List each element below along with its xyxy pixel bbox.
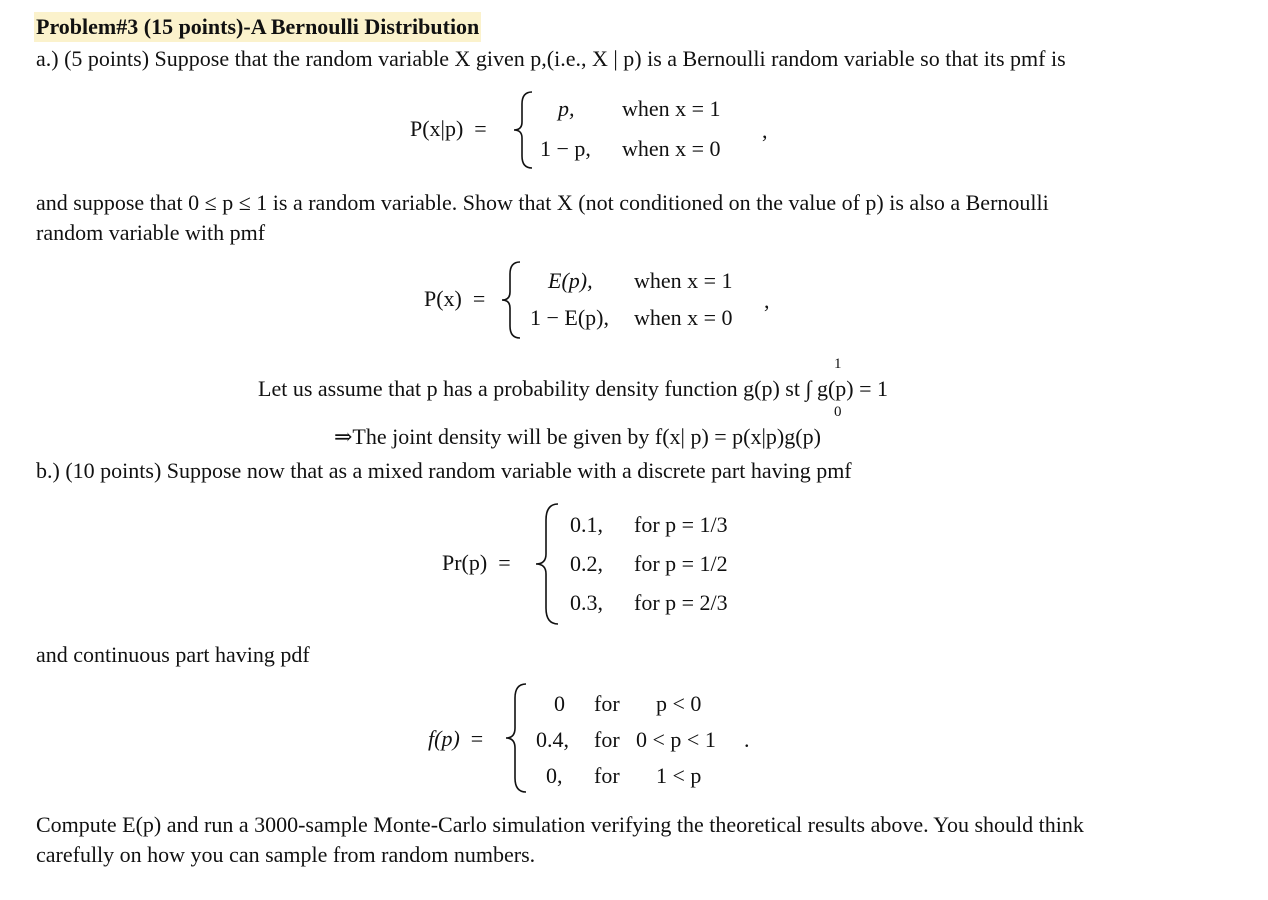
pdf-row-3-word: for xyxy=(594,763,620,788)
integral-upper-limit: 1 xyxy=(834,356,842,372)
assume-line: Let us assume that p has a probability density function g(p) st ∫ g(p) = 1 xyxy=(258,376,889,401)
discrete-row-3-value: 0.3, xyxy=(570,590,603,615)
closing-line2: carefully on how you can sample from random numbers. xyxy=(36,842,536,867)
part-a-intro: a.) (5 points) Suppose that the random variable X given p,(i.e., X | p) is a Bernoulli random variable so that its pmf is xyxy=(36,46,1066,71)
discrete-row-1-cond: for p = 1/3 xyxy=(634,512,728,537)
pdf-period: . xyxy=(744,727,750,752)
pdf-row-1-cond: p < 0 xyxy=(656,691,702,716)
pmf1-case2-value: 1 − p, xyxy=(540,136,591,161)
pdf-lhs: f(p) = xyxy=(428,726,484,751)
pdf-brace xyxy=(504,682,530,794)
pmf2-lhs: P(x) = xyxy=(424,286,486,311)
pdf-row-2-value: 0.4, xyxy=(536,727,569,752)
pdf-row-2-cond: 0 < p < 1 xyxy=(636,727,716,752)
pdf-row-1-word: for xyxy=(594,691,620,716)
pmf2-case1-cond: when x = 1 xyxy=(634,268,733,293)
discrete-row-2-value: 0.2, xyxy=(570,551,603,576)
discrete-pmf-lhs: Pr(p) = xyxy=(442,550,511,575)
pmf2-case2-value: 1 − E(p), xyxy=(530,305,609,330)
discrete-row-2-cond: for p = 1/2 xyxy=(634,551,728,576)
discrete-row-3-cond: for p = 2/3 xyxy=(634,590,728,615)
part-a-statement-line1: and suppose that 0 ≤ p ≤ 1 is a random variable. Show that X (not conditioned on the value of p) is also a Bernoulli xyxy=(36,190,1049,215)
joint-density-line: ⇒The joint density will be given by f(x| p) = p(x|p)g(p) xyxy=(334,424,821,449)
pmf1-case1-cond: when x = 1 xyxy=(622,96,721,121)
pmf1-brace xyxy=(512,90,536,170)
pmf1-lhs: P(x|p) = xyxy=(410,116,487,141)
discrete-pmf-brace xyxy=(534,502,562,626)
part-a-statement-line2: random variable with pmf xyxy=(36,220,266,245)
pmf2-case2-cond: when x = 0 xyxy=(634,305,733,330)
pdf-row-1-value: 0 xyxy=(554,691,565,716)
pmf2-brace xyxy=(500,260,524,340)
discrete-row-1-value: 0.1, xyxy=(570,512,603,537)
pmf2-case1-value: E(p), xyxy=(548,268,593,293)
closing-line1: Compute E(p) and run a 3000-sample Monte-Carlo simulation verifying the theoretical results above. You should think xyxy=(36,812,1084,837)
pdf-row-2-word: for xyxy=(594,727,620,752)
pmf1-case2-cond: when x = 0 xyxy=(622,136,721,161)
pdf-row-3-value: 0, xyxy=(546,763,563,788)
pmf1-comma: , xyxy=(762,118,768,143)
continuous-part-line: and continuous part having pdf xyxy=(36,642,310,667)
part-b-intro: b.) (10 points) Suppose now that as a mixed random variable with a discrete part having pmf xyxy=(36,458,852,483)
integral-lower-limit: 0 xyxy=(834,404,842,420)
pmf2-comma: , xyxy=(764,288,770,313)
pmf1-case1-value: p, xyxy=(558,96,575,121)
pdf-row-3-cond: 1 < p xyxy=(656,763,702,788)
problem-title: Problem#3 (15 points)-A Bernoulli Distribution xyxy=(34,12,481,42)
